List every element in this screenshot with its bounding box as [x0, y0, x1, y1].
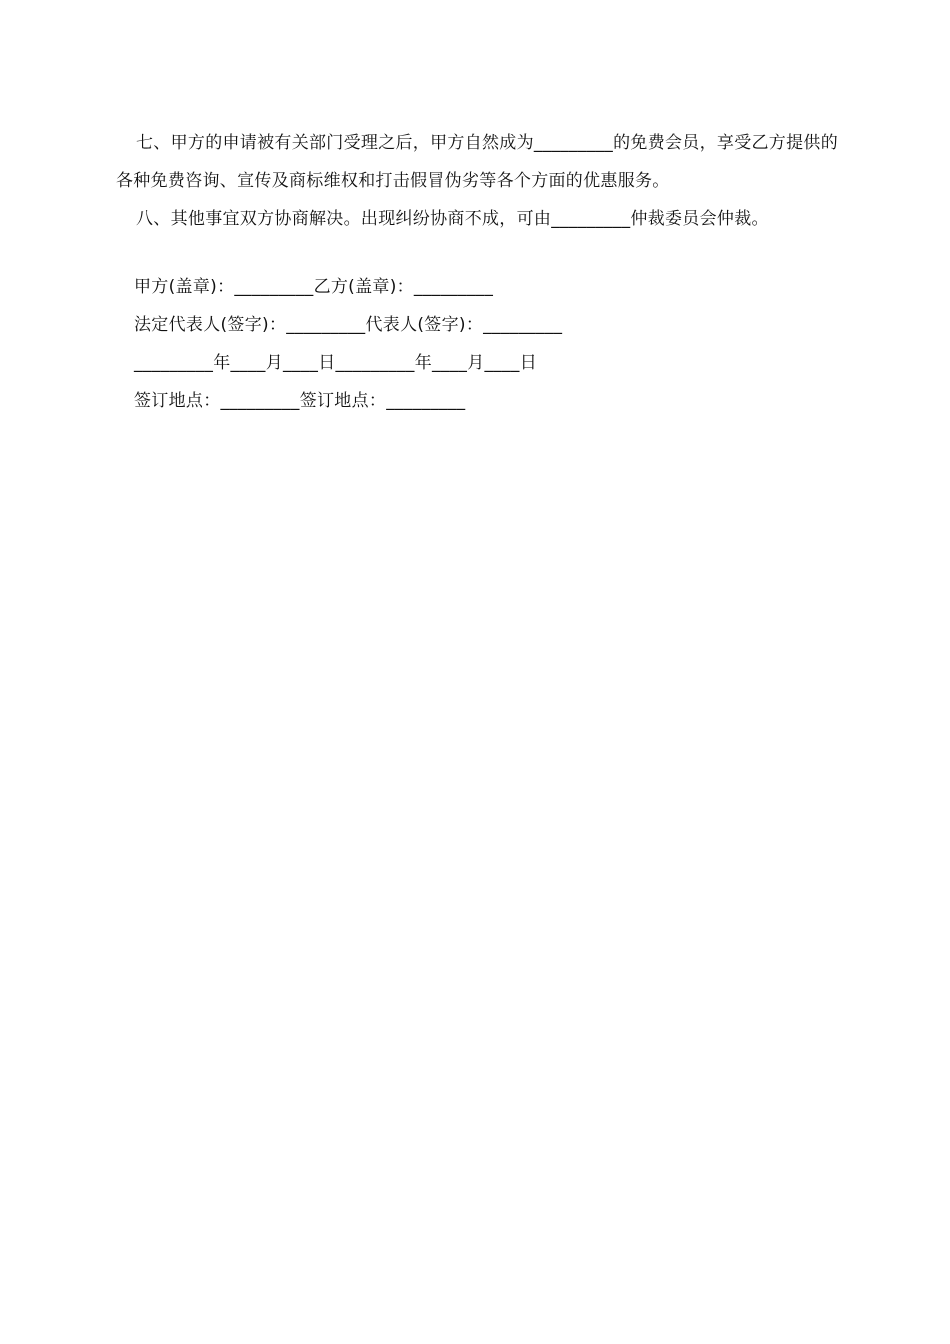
contract-clauses [116, 124, 838, 238]
clause-seven: 七、甲方的申请被有关部门受理之后，甲方自然成为_________的免费会员，享受乙方提供的各种免费咨询、宣传及商标维权和打击假冒伪劣等各个方面的优惠服务。 [116, 133, 838, 191]
signing-location-line: 签订地点：_________签订地点：_________ [134, 391, 466, 411]
representative-signature-line: 法定代表人(签字)：_________代表人(签字)：_________ [134, 315, 563, 335]
signing-date-line: _________年____月____日_________年____月____日 [134, 353, 537, 373]
clause-eight: 八、其他事宜双方协商解决。出现纠纷协商不成，可由_________仲裁委员会仲裁。 [136, 209, 769, 229]
party-seal-line: 甲方(盖章)：_________乙方(盖章)：_________ [134, 277, 494, 297]
signature-section [134, 268, 562, 420]
